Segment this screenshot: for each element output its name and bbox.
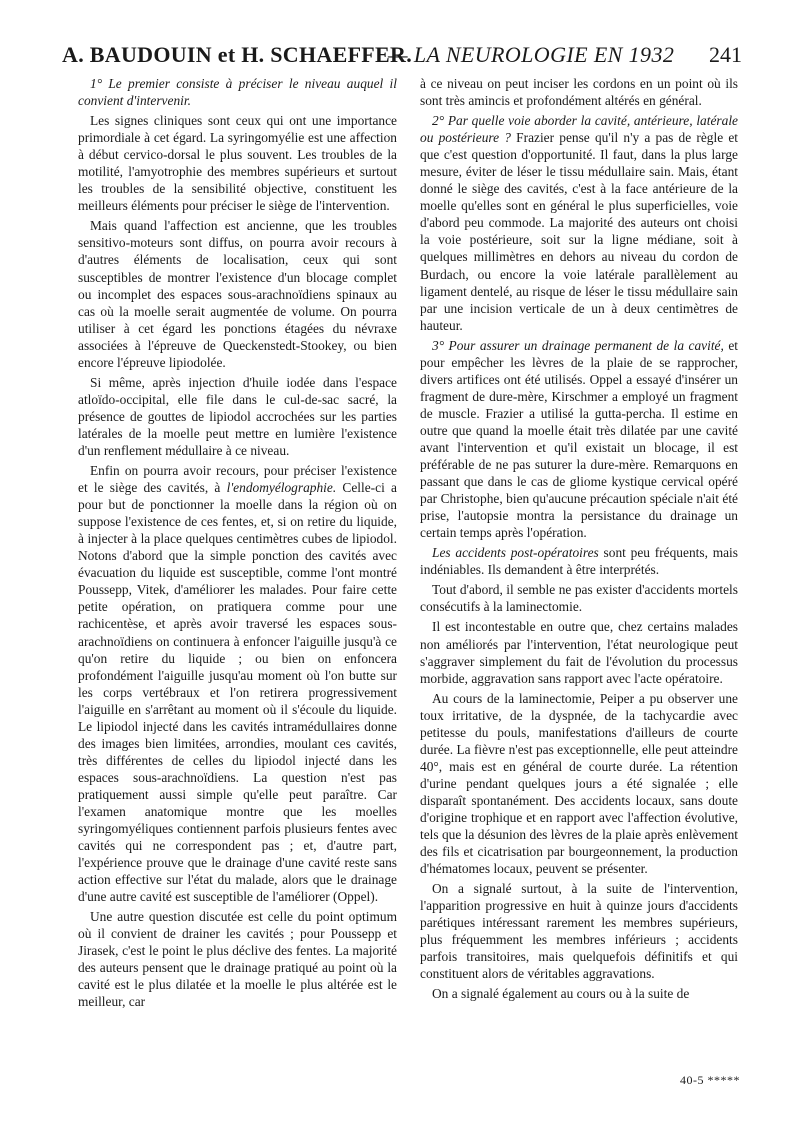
- paragraph: [78, 462, 397, 905]
- right-column: [420, 75, 738, 1005]
- paragraph: [78, 75, 397, 109]
- text-run: et pour empêcher les lèvres de la plaie de se rapprocher, divers artifices ont été utilisés. Oppel a essayé d'insérer un fragment de dure-mère, Kirschmer a employé un fragment de muscle. Frazier a utilisé la gutta-percha. Il estime en outre que quand la moelle était très dilatée par une cavité avant l'intervention et qu'il existait un blocage, il est préférable de ne pas suturer la dure-mère. Remarquons en passant que dans le cas de gliome kystique cervical opéré par Christophe, bien qu'aucune précaution spéciale n'ait été prise, l'autopsie montra la persistance du drainage un certain temps après l'opération.: [420, 337, 738, 541]
- paragraph: Mais quand l'affection est ancienne, que les troubles sensitivo-moteurs sont diffus, on pourra avoir recours à d'autres éléments de localisation, ceux qui sont susceptibles de montrer l'existence d'un blocage complet ou incomplet des espaces sous-arachnoïdiens spinaux au cas où la moelle serait augmentée de volume. On pourra utiliser à cet égard les ponctions étagées du névraxe associées à l'épreuve de Queckenstedt-Stookey, ou bien encore l'épreuve lipiodolée.: [78, 218, 397, 370]
- paragraph: Les signes cliniques sont ceux qui ont une importance primordiale à cet égard. La syringomyélie est une affection à début cervico-dorsal le plus souvent. Les troubles de la motilité, l'amyotrophie des membres supérieurs et surtout les troubles de la sensibilité objective, constituent les meilleurs éléments pour préciser le siège de l'intervention.: [78, 113, 397, 214]
- page-number: 241: [709, 42, 742, 67]
- paragraph-continued: à ce niveau on peut inciser les cordons en un point où ils sont très amincis et profondément altérés en général.: [420, 76, 738, 109]
- running-header: [62, 42, 742, 72]
- section-lead: Les accidents post-opératoires: [432, 545, 599, 561]
- printer-signature: 40-5 *****: [680, 1073, 740, 1087]
- header-authors: A. BAUDOUIN et H. SCHAEFFER.: [62, 42, 413, 67]
- section-lead: 2° Par quelle voie aborder la cavité, antérieure, latérale ou postérieure ?: [420, 113, 738, 146]
- paragraph: Si même, après injection d'huile iodée dans l'espace atloïdo-occipital, elle file dans le cul-de-sac sacré, la présence de gouttes de lipiodol accrochées sur les parties latérales de la moelle peut mettre en lumière l'existence d'un renflement médullaire à ce niveau.: [78, 374, 397, 458]
- paragraph: [420, 544, 738, 578]
- italic-term: l'endomyélographie.: [226, 480, 337, 496]
- paragraph: Tout d'abord, il semble ne pas exister d'accidents mortels consécutifs à la laminectomie.: [420, 582, 738, 615]
- text-run: Celle-ci a pour but de ponctionner la moelle dans la région où on suppose l'existence de ces fentes, et, si on retire du liquide, à injecter à la place quelques centimètres cubes de lipiodol. Notons d'abord que la simple ponction des cavités avec évacuation du liquide est susceptible, comme l'ont montré Poussepp, Vitek, d'améliorer les malades. Pour faire cette petite opération, on pratiquera comme pour une rachicentèse, et après avoir traversé les espaces sous-arachnoïdiens on continuera à enfoncer l'aiguille jusqu'à ce qu'on retire du liquide ; ou bien on enfoncera profondément l'aiguille jusqu'au moment où l'on butte sur les corps vertébraux et l'on retirera progressivement l'aiguille en s'arrêtant au moment où il s'écoule du liquide. Le lipiodol injecté dans les cavités intramédullaires donne des images bien limitées, arrondies, moulant ces cavités, très différentes de celles du lipiodol injecté dans les espaces sous-arachnoïdiens. La question n'est pas pratiquement aussi simple qu'elle peut paraître. Car l'examen anatomique montre que les moelles syringomyéliques contiennent parfois plusieurs fentes avec cavités qui ne correspondent pas ; et, d'autre part, l'expérience prouve que le drainage d'une cavité reste sans action effective sur l'état du malade, alors que le drainage d'une autre cavité est susceptible de l'améliorer (Oppel).: [78, 480, 397, 905]
- paragraph: [420, 112, 738, 334]
- paragraph: On a signalé également au cours ou à la suite de: [432, 986, 690, 1002]
- paragraph: On a signalé surtout, à la suite de l'intervention, l'apparition progressive en huit à quinze jours d'accidents parétiques intéressant rarement les membres supérieurs, plus fréquemment les membres inférieurs ; accidents parfois transitoires, mais quelquefois définitifs et qui constituent alors de véritables aggravations.: [420, 881, 738, 982]
- section-lead: 3° Pour assurer un drainage permanent de la cavité,: [432, 337, 724, 353]
- text-run: Enfin on pourra avoir recours, pour préciser l'existence et le siège des cavités, à: [78, 463, 397, 496]
- left-column: [78, 75, 397, 1014]
- text-run: sont peu fréquents, mais indéniables. Ils demandent à être interprétés.: [420, 545, 738, 578]
- paragraph: Une autre question discutée est celle du point optimum où il convient de drainer les cavités ; pour Poussepp et Jirasek, c'est le point le plus déclive des fentes. La majorité des auteurs pensent que le drainage pratiqué au point où la cavité est le plus dilatée et la moelle le plus altérée est le meilleur, car: [78, 909, 397, 1010]
- text-run: Frazier pense qu'il n'y a pas de règle et que c'est question d'opportunité. Il faut, dans la plus large mesure, éviter de léser le tissu médullaire sain. Mais, étant donné le siège des cavités, c'est à la face antérieure de la moelle qu'elles sont en général le plus superficielles, voie d'abord peu commode. La majorité des auteurs ont choisi la voie postérieure, soit sur la ligne médiane, soit à quelques millimètres en dehors au niveau du cordon de Burdach, ou encore la voie latérale parallèlement au ligament dentelé, au risque de léser le tissu médullaire sain par une incision verticale de un à deux centimètres de hauteur.: [420, 130, 738, 333]
- paragraph: Il est incontestable en outre que, chez certains malades non améliorés par l'intervention, l'état neurologique peut s'aggraver simplement du fait de l'évolution du processus morbide, aggravation sans rapport avec l'acte opératoire.: [420, 619, 738, 686]
- paragraph: Au cours de la laminectomie, Peiper a pu observer une toux irritative, de la dyspnée, de la tachycardie avec petitesse du pouls, manifestations d'ailleurs de courte durée. La fièvre n'est pas exceptionnelle, elle peut atteindre 40°, mais est en général de courte durée. La rétention d'urine pendant quelques jours a été signalée ; elle disparaît spontanément. Des accidents locaux, sans doute d'origine trophique et en rapport avec l'affection évolutive, tels que la désunion des lèvres de la plaie après enlèvement des fils et cicatrisation par bourgeonnement, la production d'hématomes locaux, peuvent se présenter.: [420, 690, 738, 877]
- paragraph: [420, 337, 738, 542]
- header-journal-title: — LA NEUROLOGIE EN 1932: [388, 42, 675, 67]
- section-lead: 1° Le premier consiste à préciser le niveau auquel il convient d'intervenir.: [78, 76, 397, 109]
